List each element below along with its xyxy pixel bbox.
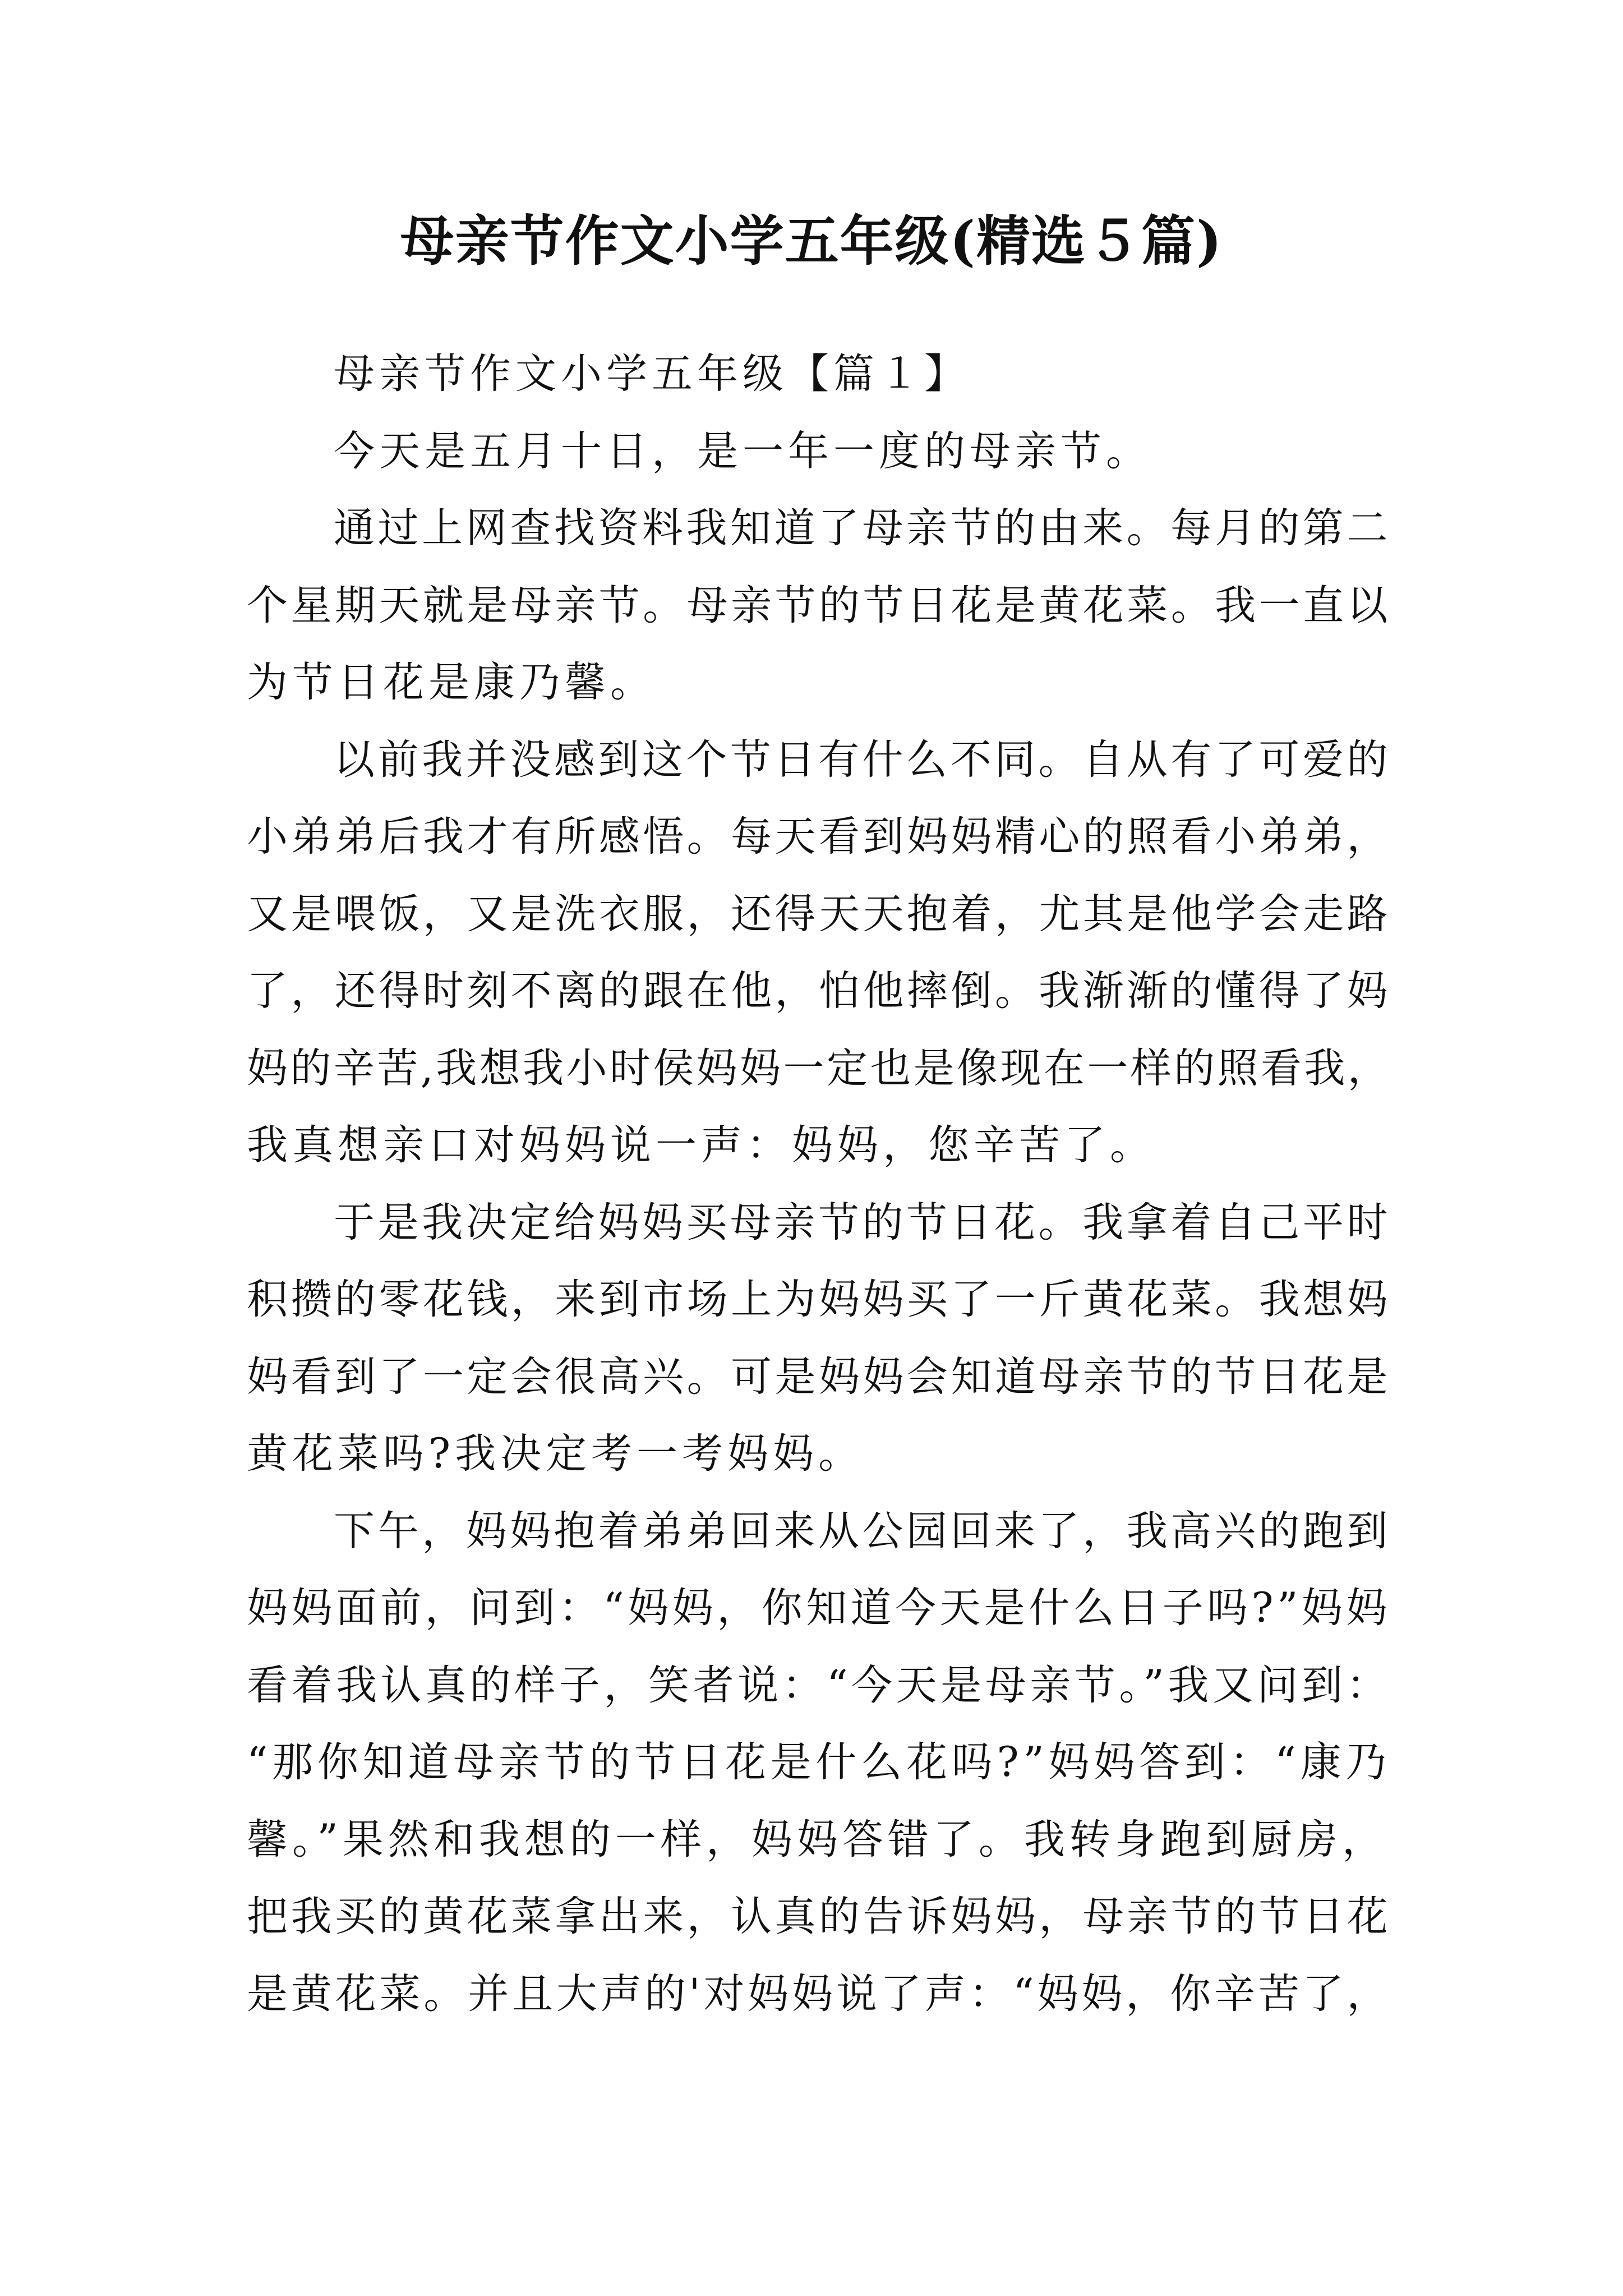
text-line: 妈的辛苦,我想我小时侯妈妈一定也是像现在一样的照看我， (247, 1044, 1391, 1092)
text-line: 于是我决定给妈妈买母亲节的节日花。我拿着自己平时 (334, 1198, 1391, 1246)
text-line: 积攒的零花钱，来到市场上为妈妈买了一斤黄花菜。我想妈 (247, 1276, 1391, 1323)
text-line: 了，还得时刻不离的跟在他，怕他摔倒。我渐渐的懂得了妈 (247, 967, 1391, 1015)
text-line: 看着我认真的样子，笑者说：“今天是母亲节。”我又问到： (247, 1661, 1391, 1709)
text-line: 把我买的黄花菜拿出来，认真的告诉妈妈，母亲节的节日花 (247, 1893, 1391, 1940)
text-line: 个星期天就是母亲节。母亲节的节日花是黄花菜。我一直以 (247, 581, 1391, 629)
document-title: 母亲节作文小学五年级(精选５篇) (400, 209, 1223, 273)
document-body (247, 335, 1391, 2032)
text-line: 我真想亲口对妈妈说一声：妈妈，您辛苦了。 (247, 1121, 1155, 1169)
text-line: 是黄花菜。并且大声的'对妈妈说了声：“妈妈，你辛苦了， (247, 1970, 1391, 2018)
text-line: 馨。”果然和我想的一样，妈妈答错了。我转身跑到厨房， (247, 1815, 1387, 1864)
text-line: 妈看到了一定会很高兴。可是妈妈会知道母亲节的节日花是 (247, 1352, 1391, 1401)
text-line: “那你知道母亲节的节日花是什么花吗?”妈妈答到：“康乃 (247, 1738, 1391, 1786)
text-line: 今天是五月十日，是一年一度的母亲节。 (334, 427, 1151, 475)
text-line: 又是喂饭，又是洗衣服，还得天天抱着，尤其是他学会走路 (247, 890, 1391, 938)
text-line: 黄花菜吗?我决定考一考妈妈。 (247, 1430, 864, 1478)
text-line: 母亲节作文小学五年级【篇１】 (334, 350, 970, 398)
text-line: 为节日花是康乃馨。 (247, 659, 656, 706)
text-line: 通过上网查找资料我知道了母亲节的由来。每月的第二 (334, 504, 1391, 552)
text-line: 妈妈面前，问到：“妈妈，你知道今天是什么日子吗?”妈妈 (247, 1584, 1391, 1632)
text-line: 小弟弟后我才有所感悟。每天看到妈妈精心的照看小弟弟， (247, 813, 1391, 861)
text-line: 以前我并没感到这个节日有什么不同。自从有了可爱的 (334, 735, 1391, 784)
text-line: 下午，妈妈抱着弟弟回来从公园回来了，我高兴的跑到 (334, 1507, 1391, 1555)
